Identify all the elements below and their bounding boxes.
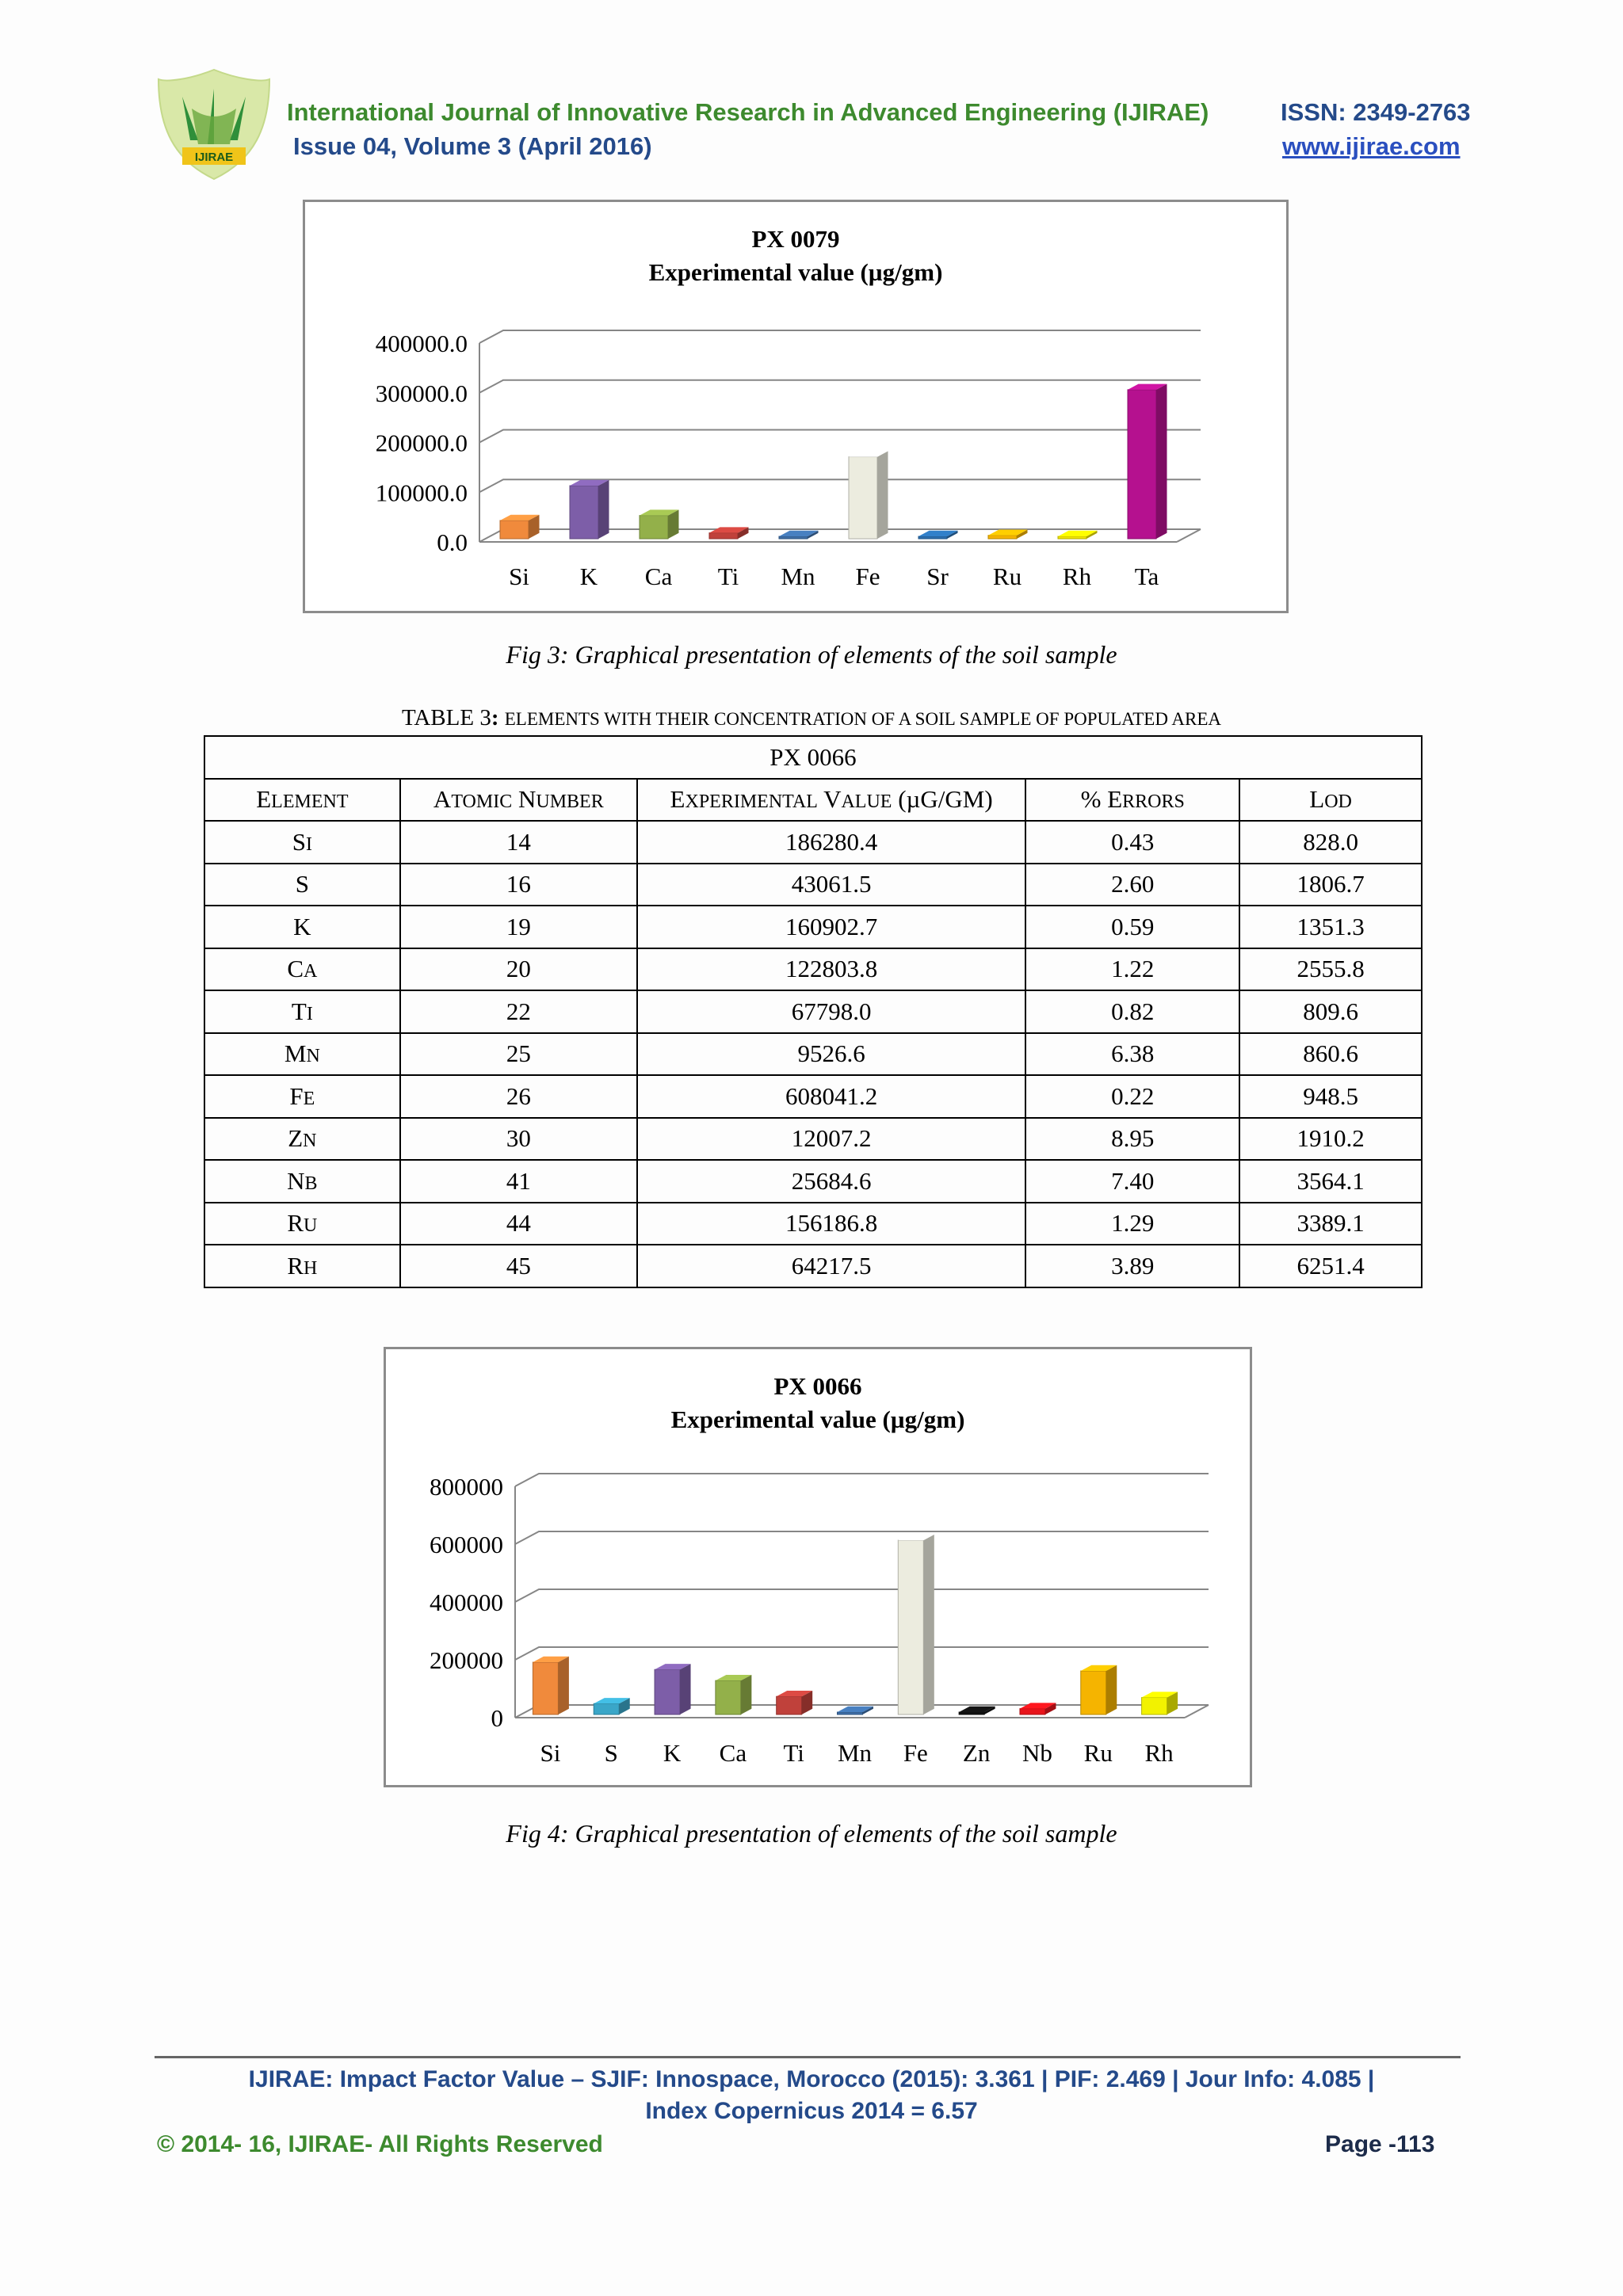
gridline [515, 1474, 1209, 1486]
table-row [204, 1033, 1422, 1076]
x-tick-label: Ru [992, 563, 1022, 590]
table-cell: 2555.8 [1239, 948, 1422, 991]
x-tick-label: Ti [783, 1739, 804, 1767]
figure-caption-3: Fig 3: Graphical presentation of elements of the soil sample [506, 640, 1117, 669]
table-cell: S [204, 864, 400, 906]
table-cell: 26 [400, 1075, 637, 1118]
y-tick-label: 100000.0 [375, 479, 468, 507]
x-tick-label: Ca [719, 1739, 747, 1767]
table-row [204, 1160, 1422, 1203]
bar-k [570, 480, 609, 539]
table-cell: K [204, 906, 400, 948]
table-row [204, 1075, 1422, 1118]
table-cell: 12007.2 [637, 1118, 1025, 1161]
table-cell: 30 [400, 1118, 637, 1161]
table-cell: 1.22 [1025, 948, 1239, 991]
gridline [515, 1589, 1209, 1602]
table-cell: 20 [400, 948, 637, 991]
table-row [204, 821, 1422, 864]
table-title: TABLE 3: ELEMENTS WITH THEIR CONCENTRATION OF A SOIL SAMPLE OF POPULATED AREA [401, 705, 1222, 730]
chart-plot [386, 1349, 1250, 1785]
bar-si [500, 515, 540, 539]
table-cell: 25684.6 [637, 1160, 1025, 1203]
chart-px0079 [303, 200, 1289, 613]
journal-url-link[interactable]: www.ijirae.com [1282, 132, 1461, 160]
x-tick-label: Mn [837, 1739, 873, 1767]
bar-ru [1081, 1665, 1117, 1714]
table-cell: 3389.1 [1239, 1203, 1422, 1245]
footer-impact-line-1: IJIRAE: Impact Factor Value – SJIF: Innospace, Morocco (2015): 3.361 | PIF: 2.469 | Jour Info: 4.085 | [248, 2066, 1375, 2092]
table-cell: 122803.8 [637, 948, 1025, 991]
x-tick-label: Nb [1022, 1739, 1052, 1767]
y-tick-label: 400000.0 [375, 330, 468, 357]
table-header-cell: % ERRORS [1025, 779, 1239, 822]
y-tick-label: 600000 [430, 1531, 503, 1558]
y-tick-label: 200000.0 [375, 429, 468, 457]
x-tick-label: Rh [1144, 1739, 1174, 1767]
chart-subtitle: Experimental value (µg/gm) [670, 1405, 965, 1433]
data-table [204, 735, 1423, 1288]
table-cell: NB [204, 1160, 400, 1203]
table-cell: 3564.1 [1239, 1160, 1422, 1203]
table-cell: 45 [400, 1245, 637, 1287]
journal-issue: Issue 04, Volume 3 (April 2016) [293, 132, 652, 160]
svg-text:IJIRAE: IJIRAE [194, 151, 234, 164]
table-cell: 25 [400, 1033, 637, 1076]
table-label: TABLE 3 [401, 705, 491, 730]
bar-mn [779, 531, 819, 539]
footer-page-number: Page -113 [1325, 2131, 1435, 2157]
table-cell: 1806.7 [1239, 864, 1422, 906]
table-header-cell: ELEMENT [204, 779, 400, 822]
y-tick-label: 400000 [430, 1589, 503, 1616]
table-cell: 1351.3 [1239, 906, 1422, 948]
bar-sr [918, 531, 958, 539]
table-cell: 22 [400, 990, 637, 1033]
bar-rh [1058, 531, 1098, 539]
table-cell: 0.59 [1025, 906, 1239, 948]
table-row [204, 1118, 1422, 1161]
bar-mn [838, 1707, 874, 1714]
table-cell: 41 [400, 1160, 637, 1203]
bar-fe [849, 451, 888, 539]
chart-subtitle: Experimental value (µg/gm) [648, 258, 943, 286]
x-tick-label: Fe [855, 563, 880, 590]
bar-s [594, 1698, 630, 1714]
bar-ru [988, 530, 1028, 539]
figure-caption-4: Fig 4: Graphical presentation of elements of the soil sample [506, 1819, 1117, 1848]
floor-edge [1177, 529, 1201, 542]
table-cell: FE [204, 1075, 400, 1118]
x-tick-label: Rh [1062, 563, 1092, 590]
x-tick-label: Si [540, 1739, 561, 1767]
table-row [204, 948, 1422, 991]
journal-title: International Journal of Innovative Research in Advanced Engineering (IJIRAE) [287, 98, 1209, 126]
bar-si [533, 1657, 569, 1714]
bar-ti [777, 1691, 813, 1714]
chart-plot [305, 202, 1286, 611]
x-tick-label: Mn [781, 563, 815, 590]
x-tick-label: S [604, 1739, 618, 1767]
y-tick-label: 300000.0 [375, 379, 468, 407]
table-cell: 19 [400, 906, 637, 948]
table-cell: 16 [400, 864, 637, 906]
footer-copyright: © 2014- 16, IJIRAE- All Rights Reserved [157, 2131, 603, 2157]
y-tick-label: 800000 [430, 1473, 503, 1501]
table-cell: 6251.4 [1239, 1245, 1422, 1287]
chart-title: PX 0079 [751, 225, 840, 253]
table-row [204, 1203, 1422, 1245]
bar-ca [640, 509, 679, 539]
table-header-cell: LOD [1239, 779, 1422, 822]
table-cell: 14 [400, 821, 637, 864]
table-cell: 2.60 [1025, 864, 1239, 906]
x-tick-label: K [663, 1739, 682, 1767]
table-cell: 0.82 [1025, 990, 1239, 1033]
table-cell: 0.43 [1025, 821, 1239, 864]
table-cell: RU [204, 1203, 400, 1245]
table-cell: 160902.7 [637, 906, 1025, 948]
journal-issn: ISSN: 2349-2763 [1281, 98, 1471, 126]
footer-divider [155, 2056, 1461, 2058]
table-row [204, 1245, 1422, 1287]
table-cell: 64217.5 [637, 1245, 1025, 1287]
bar-rh [1142, 1691, 1178, 1714]
x-tick-label: Fe [903, 1739, 928, 1767]
table-cell: SI [204, 821, 400, 864]
table-cell: 9526.6 [637, 1033, 1025, 1076]
table-cell: 7.40 [1025, 1160, 1239, 1203]
table-sample-row: PX 0066 [204, 736, 1422, 779]
x-tick-label: Ca [644, 563, 673, 590]
gridline [479, 330, 1201, 343]
x-tick-label: Sr [926, 563, 949, 590]
y-tick-label: 200000 [430, 1646, 503, 1674]
chart-title: PX 0066 [773, 1372, 862, 1400]
footer-impact-line-2: Index Copernicus 2014 = 6.57 [645, 2098, 978, 2124]
table-cell: 43061.5 [637, 864, 1025, 906]
table-cell: 8.95 [1025, 1118, 1239, 1161]
table-cell: 67798.0 [637, 990, 1025, 1033]
bar-ca [716, 1675, 752, 1714]
table-cell: RH [204, 1245, 400, 1287]
table-cell: MN [204, 1033, 400, 1076]
table-header-row [204, 779, 1422, 822]
gridline [479, 430, 1201, 443]
y-tick-label: 0 [491, 1704, 503, 1732]
table-cell: 948.5 [1239, 1075, 1422, 1118]
chart-px0066 [384, 1347, 1252, 1787]
table-header-cell: EXPERIMENTAL VALUE (µG/GM) [637, 779, 1025, 822]
table-row [204, 864, 1422, 906]
table-row [204, 906, 1422, 948]
gridline [479, 380, 1201, 393]
table-cell: 156186.8 [637, 1203, 1025, 1245]
table-cell: CA [204, 948, 400, 991]
table-header-cell: ATOMIC NUMBER [400, 779, 637, 822]
x-tick-label: Ru [1083, 1739, 1113, 1767]
gridline [515, 1531, 1209, 1544]
table-cell: TI [204, 990, 400, 1033]
bar-k [655, 1664, 691, 1714]
bar-fe [898, 1535, 934, 1714]
y-tick-label: 0.0 [437, 528, 468, 556]
x-tick-label: Ta [1134, 563, 1159, 590]
table-cell: 0.22 [1025, 1075, 1239, 1118]
table-cell: 809.6 [1239, 990, 1422, 1033]
x-tick-label: Zn [962, 1739, 991, 1767]
table-cell: ZN [204, 1118, 400, 1161]
table-caption: ELEMENTS WITH THEIR CONCENTRATION OF A SOIL SAMPLE OF POPULATED AREA [504, 709, 1222, 729]
bar-zn [959, 1707, 995, 1714]
x-tick-label: Ti [717, 563, 739, 590]
floor-edge [1185, 1705, 1209, 1718]
bar-ta [1128, 384, 1167, 539]
journal-logo [151, 65, 277, 184]
x-tick-label: Si [509, 563, 529, 590]
table-cell: 608041.2 [637, 1075, 1025, 1118]
table-cell: 1.29 [1025, 1203, 1239, 1245]
table-row [204, 990, 1422, 1033]
table-cell: 828.0 [1239, 821, 1422, 864]
table-cell: 186280.4 [637, 821, 1025, 864]
x-tick-label: K [579, 563, 598, 590]
table-cell: 860.6 [1239, 1033, 1422, 1076]
table-cell: 1910.2 [1239, 1118, 1422, 1161]
table-cell: 6.38 [1025, 1033, 1239, 1076]
table-cell: 44 [400, 1203, 637, 1245]
table-cell: 3.89 [1025, 1245, 1239, 1287]
gridline [515, 1647, 1209, 1660]
